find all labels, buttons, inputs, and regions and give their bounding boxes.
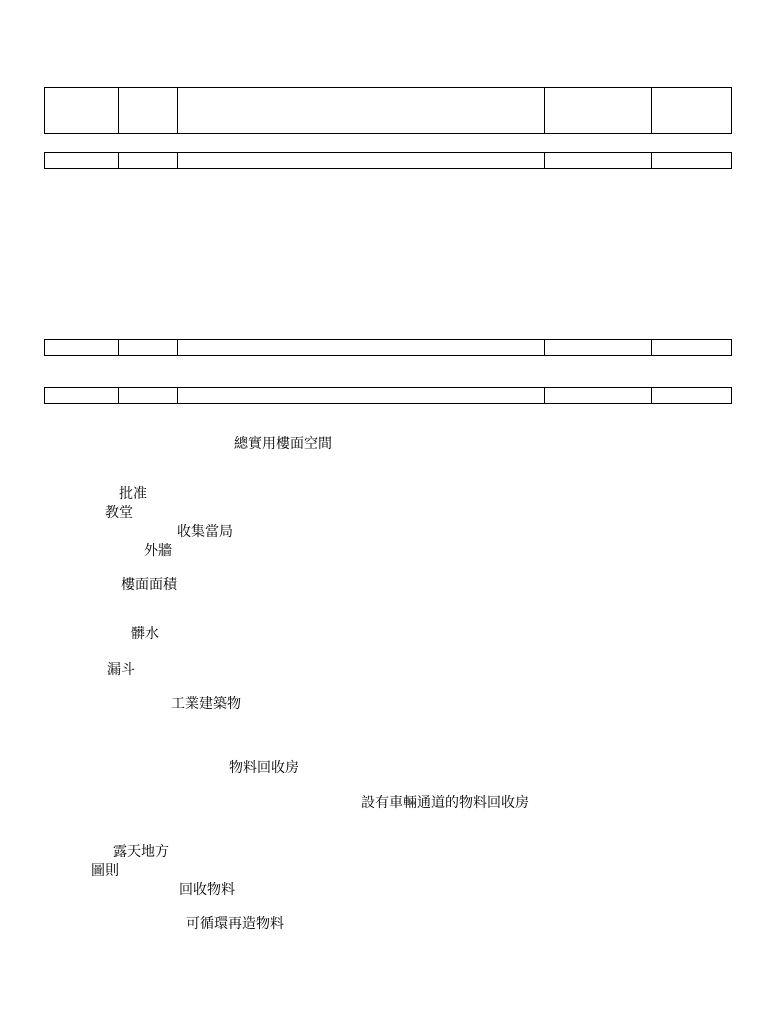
table-cell	[652, 88, 732, 134]
table-cell	[45, 388, 119, 404]
table-cell	[545, 153, 652, 169]
table-cell	[545, 88, 652, 134]
term-recyclable-materials: 可循環再造物料	[186, 916, 284, 932]
table-row	[45, 388, 732, 404]
row-table-2	[44, 339, 732, 356]
table-cell	[119, 153, 178, 169]
term-hopper: 漏斗	[107, 662, 135, 678]
term-plans: 圖則	[91, 863, 119, 879]
term-approval: 批准	[119, 486, 147, 502]
table-row	[45, 340, 732, 356]
term-collection-authority: 收集當局	[177, 524, 233, 540]
table-cell	[652, 153, 732, 169]
table-cell	[652, 340, 732, 356]
table-cell	[45, 340, 119, 356]
term-open-space: 露天地方	[113, 844, 169, 860]
table-row	[45, 153, 732, 169]
table-cell	[545, 388, 652, 404]
table-cell	[178, 153, 545, 169]
term-recovered-materials: 回收物料	[179, 882, 235, 898]
table-cell	[178, 88, 545, 134]
table-cell	[178, 388, 545, 404]
term-floor-area: 樓面面積	[121, 577, 177, 593]
table-cell	[119, 88, 178, 134]
term-material-recovery-chamber-vehicular: 設有車輛通道的物料回收房	[361, 795, 529, 811]
table-row	[45, 88, 732, 134]
table-cell	[545, 340, 652, 356]
term-gross-usable-floor-space: 總實用樓面空間	[234, 436, 332, 452]
table-cell	[45, 153, 119, 169]
term-material-recovery-chamber: 物料回收房	[229, 760, 299, 776]
term-church: 教堂	[105, 505, 133, 521]
term-foul-water: 髒水	[131, 626, 159, 642]
table-cell	[119, 340, 178, 356]
table-cell	[45, 88, 119, 134]
table-cell	[178, 340, 545, 356]
row-table-1	[44, 152, 732, 169]
table-cell	[119, 388, 178, 404]
term-external-wall: 外牆	[144, 543, 172, 559]
table-cell	[652, 388, 732, 404]
term-industrial-building: 工業建築物	[171, 696, 241, 712]
header-table	[44, 87, 732, 134]
row-table-3	[44, 387, 732, 404]
